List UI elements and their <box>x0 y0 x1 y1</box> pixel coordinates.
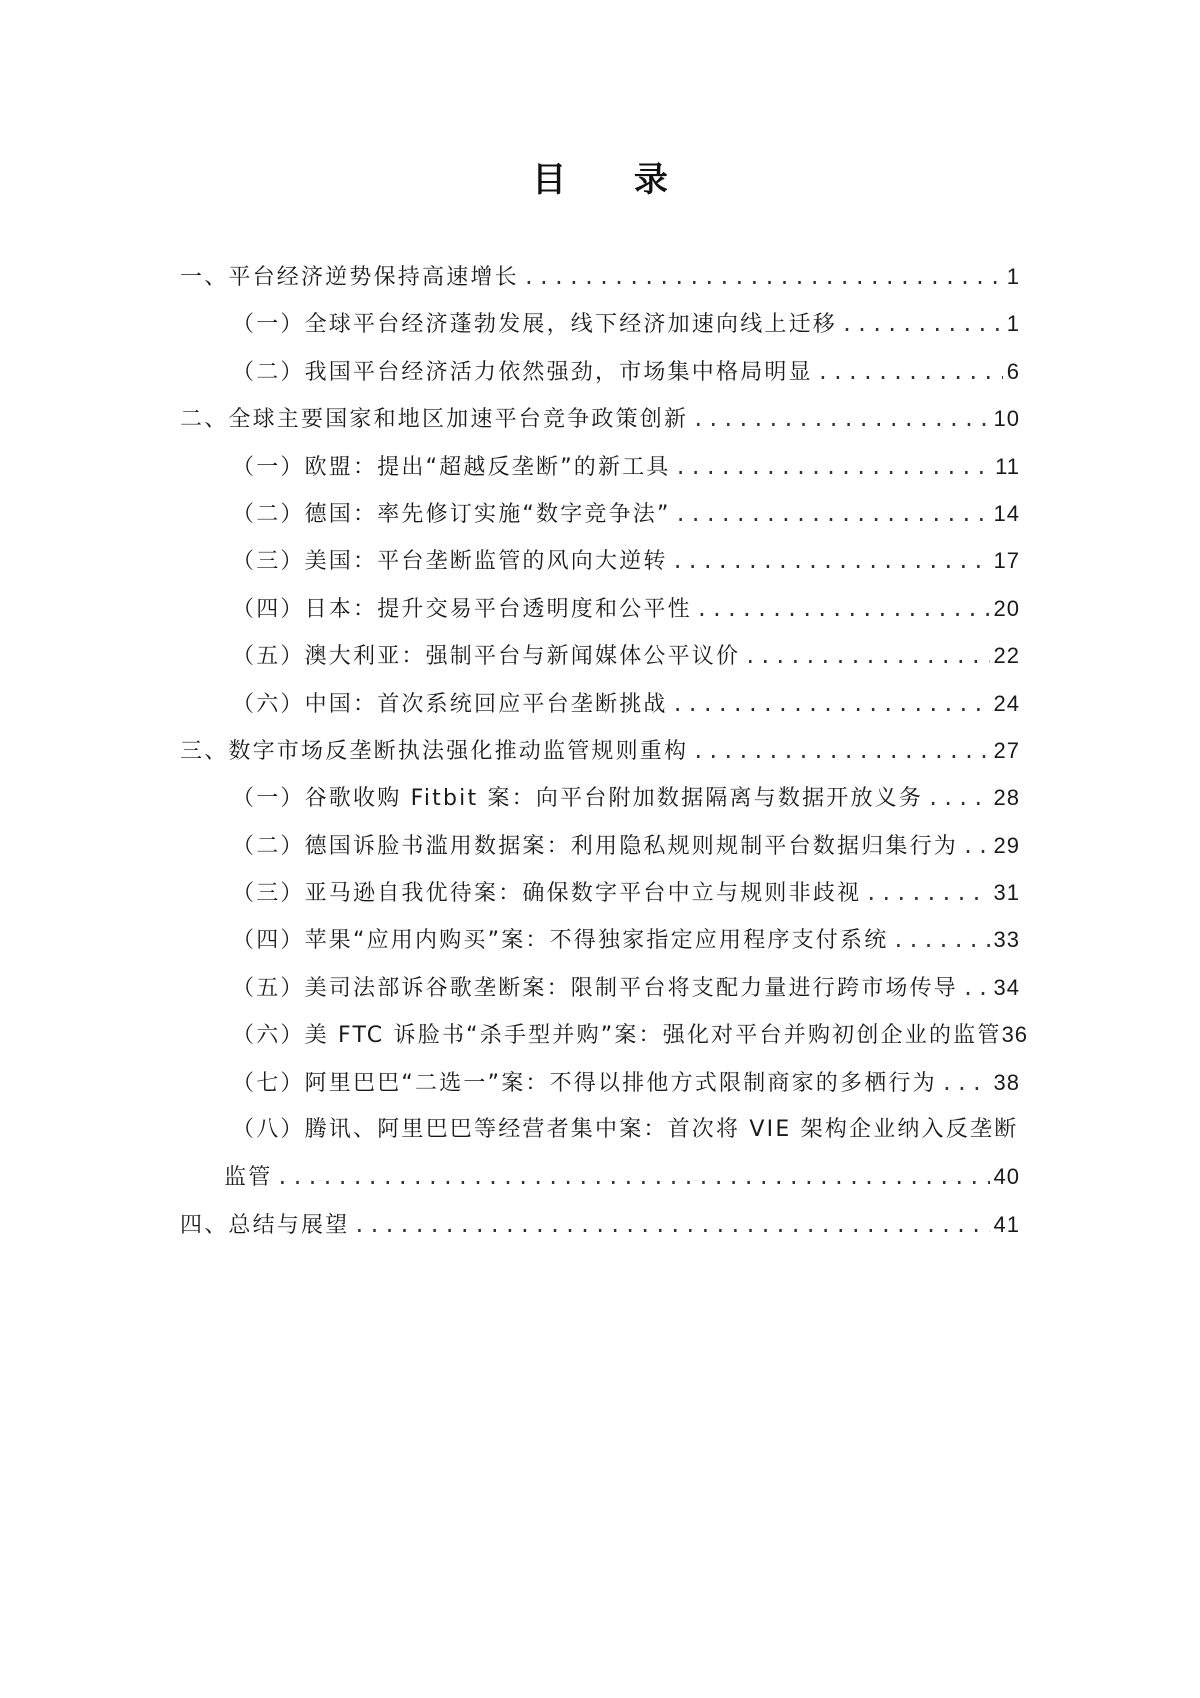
toc-entry[interactable] <box>180 783 1020 830</box>
dot-leader <box>941 1068 990 1098</box>
dot-leader <box>865 878 989 908</box>
toc-page-number: 34 <box>993 974 1020 1000</box>
toc-entry-label: （六）美 FTC 诉脸书“杀手型并购”案：强化对平台并购初创企业的监管 <box>232 1023 1002 1049</box>
toc-entry-label: （七）阿里巴巴“二选一”案：不得以排他方式限制商家的多栖行为 <box>232 1070 937 1096</box>
dot-leader <box>276 1162 989 1192</box>
toc-entry[interactable] <box>180 878 1020 925</box>
toc-page-number: 29 <box>993 832 1020 858</box>
dot-leader <box>696 594 990 624</box>
toc-entry-label: （三）亚马逊自我优待案：确保数字平台中立与规则非歧视 <box>232 881 862 907</box>
toc-entry-label: 一、平台经济逆势保持高速增长 <box>180 265 519 290</box>
toc-page-number: 1 <box>1006 264 1020 289</box>
toc-entry[interactable] <box>180 1162 1020 1209</box>
toc-entry-label: （四）苹果“应用内购买”案：不得独家指定应用程序支付系统 <box>232 928 889 954</box>
toc-entry[interactable] <box>180 357 1020 404</box>
toc-page-number: 17 <box>993 548 1020 574</box>
toc-entry[interactable] <box>180 452 1020 499</box>
toc-entry[interactable] <box>180 594 1020 641</box>
toc-page-number: 11 <box>995 453 1020 479</box>
dot-leader <box>744 641 989 671</box>
toc-entry[interactable] <box>180 499 1020 546</box>
toc-entry-label: （一）全球平台经济蓬勃发展，线下经济加速向线上迁移 <box>232 312 838 338</box>
toc-entry-label: （三）美国：平台垄断监管的风向大逆转 <box>232 549 668 575</box>
toc-page-number: 6 <box>1006 358 1020 384</box>
toc-entry[interactable] <box>180 831 1020 878</box>
toc-entry-label: （五）澳大利亚：强制平台与新闻媒体公平议价 <box>232 644 741 670</box>
toc-entry[interactable] <box>180 736 1020 783</box>
toc-page-number: 22 <box>993 643 1020 669</box>
toc-page-number: 38 <box>993 1069 1020 1095</box>
toc-page-number: 20 <box>993 595 1020 621</box>
toc-entry[interactable] <box>180 1068 1020 1115</box>
toc-page-number: 10 <box>993 406 1020 432</box>
toc-page-number: 36 <box>1001 1022 1029 1048</box>
toc-page-number: 24 <box>993 690 1020 716</box>
dot-leader <box>523 262 1003 292</box>
toc-entry-label: （四）日本：提升交易平台透明度和公平性 <box>232 596 692 622</box>
toc-entry[interactable] <box>180 1115 1020 1162</box>
toc-page-number: 1 <box>1006 311 1020 337</box>
dot-leader <box>841 309 1003 339</box>
dot-leader <box>675 499 990 529</box>
dot-leader <box>962 973 990 1003</box>
toc-entry[interactable] <box>180 404 1020 451</box>
dot-leader <box>353 1210 989 1240</box>
toc-entry-label: （一）欧盟：提出“超越反垄断”的新工具 <box>232 454 671 480</box>
toc-entry-label: 二、全球主要国家和地区加速平台竞争政策创新 <box>180 407 689 433</box>
toc-entry-label: （一）谷歌收购 Fitbit 案：向平台附加数据隔离与数据开放义务 <box>232 786 924 812</box>
toc-entry[interactable] <box>180 546 1020 593</box>
dot-leader <box>927 783 989 813</box>
toc-entry-label: （八）腾讯、阿里巴巴等经营者集中案：首次将 VIE 架构企业纳入反垄断 <box>232 1117 1019 1143</box>
dot-leader <box>962 831 990 861</box>
table-of-contents <box>180 262 1029 1257</box>
toc-entry-label: 监管 <box>224 1165 273 1191</box>
dot-leader <box>892 925 989 955</box>
toc-entry-label: （六）中国：首次系统回应平台垄断挑战 <box>232 691 668 717</box>
toc-page-number: 33 <box>993 927 1020 953</box>
toc-entry[interactable] <box>180 1210 1020 1257</box>
toc-page-number: 41 <box>993 1211 1020 1237</box>
toc-entry-label: 四、总结与展望 <box>180 1212 350 1238</box>
dot-leader <box>692 736 989 766</box>
toc-entry-label: 三、数字市场反垄断执法强化推动监管规则重构 <box>180 738 689 764</box>
toc-entry[interactable] <box>180 309 1020 356</box>
toc-entry-label: （五）美司法部诉谷歌垄断案：限制平台将支配力量进行跨市场传导 <box>232 975 959 1001</box>
dot-leader <box>672 689 990 719</box>
toc-entry[interactable] <box>180 689 1020 736</box>
toc-page-number: 40 <box>993 1164 1020 1190</box>
dot-leader <box>692 404 989 434</box>
dot-leader <box>817 357 1003 387</box>
page-title: 目 录 <box>532 160 696 200</box>
dot-leader <box>672 546 990 576</box>
dot-leader <box>675 452 992 482</box>
toc-entry[interactable] <box>180 1020 1029 1067</box>
toc-page-number: 14 <box>993 500 1020 526</box>
toc-entry[interactable] <box>180 925 1020 972</box>
toc-page-number: 31 <box>993 880 1020 906</box>
toc-entry[interactable] <box>180 262 1020 309</box>
toc-page-number: 27 <box>993 737 1020 763</box>
toc-page-number: 28 <box>993 785 1020 811</box>
toc-entry-label: （二）德国诉脸书滥用数据案：利用隐私规则规制平台数据归集行为 <box>232 833 959 859</box>
toc-entry-label: （二）我国平台经济活力依然强劲，市场集中格局明显 <box>232 359 813 385</box>
toc-entry[interactable] <box>180 973 1020 1020</box>
toc-entry[interactable] <box>180 641 1020 688</box>
toc-entry-label: （二）德国：率先修订实施“数字竞争法” <box>232 501 671 527</box>
